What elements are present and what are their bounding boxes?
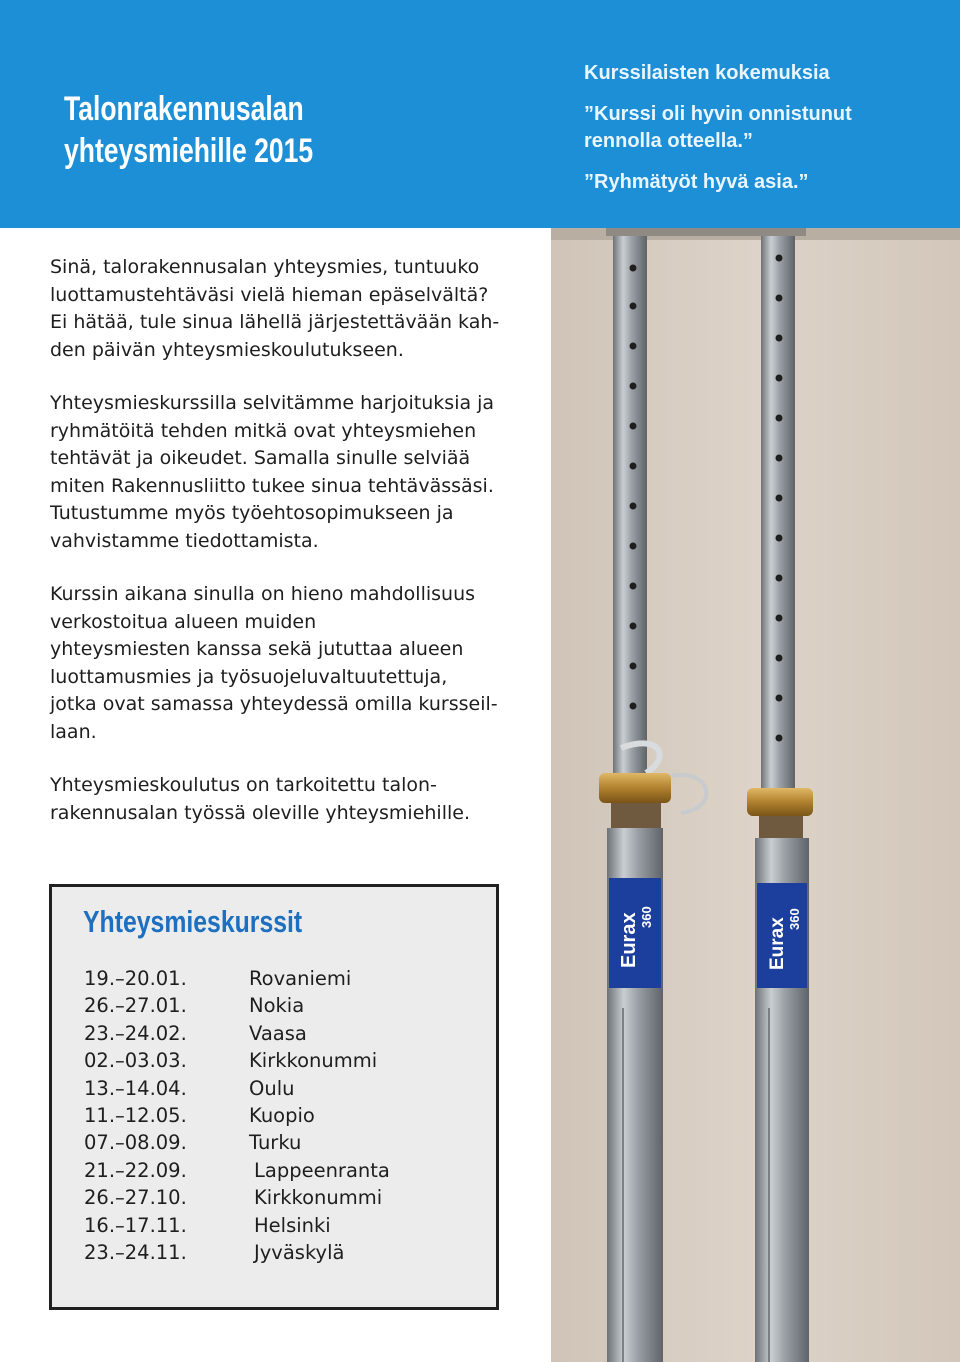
course-city: Jyväskylä <box>254 1240 345 1264</box>
course-row <box>84 1075 484 1102</box>
course-dates: 19.–20.01. <box>84 967 187 990</box>
text-line: rakennusalan työssä oleville yhteysmiehille. <box>50 801 470 824</box>
paragraph-intro <box>50 254 530 364</box>
text-line: jotka ovat samassa yhteydessä omilla kursseil- <box>50 693 498 715</box>
text-line: Kurssin aikana sinulla on hieno mahdollisuus <box>50 583 476 605</box>
paragraph-networking <box>50 581 530 746</box>
text-line: luottamusmies ja työsuojeluvaltuutettuja, <box>50 665 448 688</box>
text-line: laan. <box>50 720 97 743</box>
paragraph-content <box>50 390 530 555</box>
text-line: vahvistamme tiedottamista. <box>50 529 319 552</box>
title-line-1: Talonrakennusalan <box>64 90 304 128</box>
course-dates: 21.–22.09. <box>84 1158 187 1182</box>
text-line: den päivän yhteysmieskoulutukseen. <box>50 338 404 361</box>
header-banner <box>0 0 960 228</box>
text-line: tehtävät ja oikeudet. Samalla sinulle selviää <box>50 447 471 469</box>
course-row <box>84 1047 484 1074</box>
main-text <box>50 254 530 853</box>
course-city: Turku <box>249 1131 302 1155</box>
courses-title: Yhteysmieskurssit <box>83 904 303 939</box>
quotes-title: Kurssilaisten kokemuksia <box>584 62 830 84</box>
courses-box <box>49 884 499 1310</box>
course-city: Kuopio <box>249 1103 315 1127</box>
text-line: ryhmätöitä tehden mitkä ovat yhteysmiehen <box>50 419 477 442</box>
text-line: Yhteysmieskoulutus on tarkoitettu talon- <box>50 774 437 796</box>
course-dates: 07.–08.09. <box>84 1131 187 1155</box>
text-line: Yhteysmieskurssilla selvitämme harjoituksia ja <box>50 392 495 414</box>
course-dates: 26.–27.10. <box>84 1186 187 1210</box>
course-dates: 23.–24.02. <box>84 1021 187 1045</box>
course-dates: 16.–17.11. <box>84 1213 187 1237</box>
course-row <box>84 992 484 1019</box>
quote-1-line-2: rennolla otteella.” <box>584 130 753 152</box>
course-city: Nokia <box>249 994 305 1018</box>
quote-1-line-1: ”Kurssi oli hyvin onnistunut <box>584 103 852 125</box>
paragraph-audience <box>50 772 530 827</box>
text-line: yhteysmiesten kanssa sekä jututtaa alueen <box>50 638 464 660</box>
course-dates: 26.–27.01. <box>84 994 187 1018</box>
scaffold-props-photo <box>551 228 960 1362</box>
course-city: Helsinki <box>254 1213 331 1237</box>
course-dates: 02.–03.03. <box>84 1049 187 1073</box>
label-number-left: 360 <box>639 906 654 928</box>
title-line-2: yhteysmiehille 2015 <box>64 132 314 170</box>
course-list <box>84 965 484 1266</box>
text-line: Sinä, talorakennusalan yhteysmies, tuntuuko <box>50 256 480 278</box>
label-text-left: Eurax <box>618 912 640 968</box>
course-row <box>84 965 484 992</box>
text-line: Ei hätää, tule sinua lähellä järjestettävään kah- <box>50 311 500 333</box>
label-text-right: Eurax <box>767 917 788 970</box>
quote-2: ”Ryhmätyöt hyvä asia.” <box>584 171 809 193</box>
text-line: verkostoitua alueen muiden <box>50 610 317 633</box>
course-city: Kirkkonummi <box>254 1186 383 1210</box>
text-line: luottamustehtäväsi vielä hieman epäselvältä? <box>50 283 489 306</box>
text-line: Tutustumme myös työehtosopimukseen ja <box>50 502 454 524</box>
participant-quotes <box>584 60 954 196</box>
course-city: Vaasa <box>249 1021 307 1045</box>
course-row <box>84 1102 484 1129</box>
course-dates: 23.–24.11. <box>84 1240 187 1264</box>
label-number-right: 360 <box>787 908 802 930</box>
course-dates: 13.–14.04. <box>84 1076 187 1100</box>
course-row <box>84 1212 484 1239</box>
course-row <box>84 1239 484 1266</box>
course-dates: 11.–12.05. <box>84 1103 187 1127</box>
course-row <box>84 1184 484 1211</box>
course-city: Oulu <box>249 1076 295 1100</box>
course-city: Lappeenranta <box>254 1158 390 1182</box>
course-row <box>84 1020 484 1047</box>
course-row <box>84 1157 484 1184</box>
text-line: miten Rakennusliitto tukee sinua tehtävässäsi. <box>50 474 494 497</box>
course-city: Kirkkonummi <box>249 1049 378 1073</box>
course-city: Rovaniemi <box>249 967 352 990</box>
page-title <box>64 88 313 172</box>
course-row <box>84 1129 484 1156</box>
